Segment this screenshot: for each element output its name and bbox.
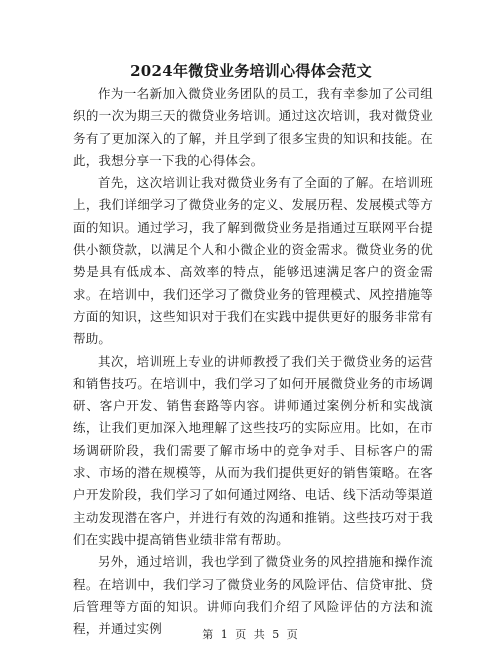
paragraph-first: 首先，这次培训让我对微贷业务有了全面的了解。在培训班上，我们详细学习了微贷业务的定义、发展历程、发展模式等方面的知识。通过学习，我了解到微贷业务是指通过互联网平台提供小额贷款，以满足个人和小微企业的资金需求。微贷业务的优势是具有低成本、高效率的特点，能够迅速满足客户的资金需求。在培训中，我们还学习了微贷业务的管理模式、风控措施等方面的知识，这些知识对于我们在实践中提供更好的服务非常有帮助。: [73, 175, 433, 347]
document-body: [73, 83, 433, 640]
document-title: 2024年微贷业务培训心得体会范文: [130, 62, 372, 80]
paragraph-second: 其次，培训班上专业的讲师教授了我们关于微贷业务的运营和销售技巧。在培训中，我们学习了如何开展微贷业务的市场调研、客户开发、销售套路等内容。讲师通过案例分析和实战演练，让我们更加深入地理解了这些技巧的实际应用。比如，在市场调研阶段，我们需要了解市场中的竞争对手、目标客户的需求、市场的潜在规模等，从而为我们提供更好的销售策略。在客户开发阶段，我们学习了如何通过网络、电话、线下活动等渠道主动发现潜在客户，并进行有效的沟通和推销。这些技巧对于我们在实践中提高销售业绩非常有帮助。: [73, 353, 433, 547]
paragraph-third: 另外，通过培训，我也学到了微贷业务的风控措施和操作流程。在培训中，我们学习了微贷业务的风险评估、信贷审批、贷后管理等方面的知识。讲师向我们介绍了风险评估的方法和流程，并通过实例: [73, 554, 433, 637]
paragraph-intro: 作为一名新加入微贷业务团队的员工，我有幸参加了公司组织的一次为期三天的微贷业务培训。通过这次培训，我对微贷业务有了更加深入的了解，并且学到了很多宝贵的知识和技能。在此，我想分享一下我的心得体会。: [73, 86, 433, 168]
page-footer: 第 1 页 共 5 页: [202, 628, 300, 641]
